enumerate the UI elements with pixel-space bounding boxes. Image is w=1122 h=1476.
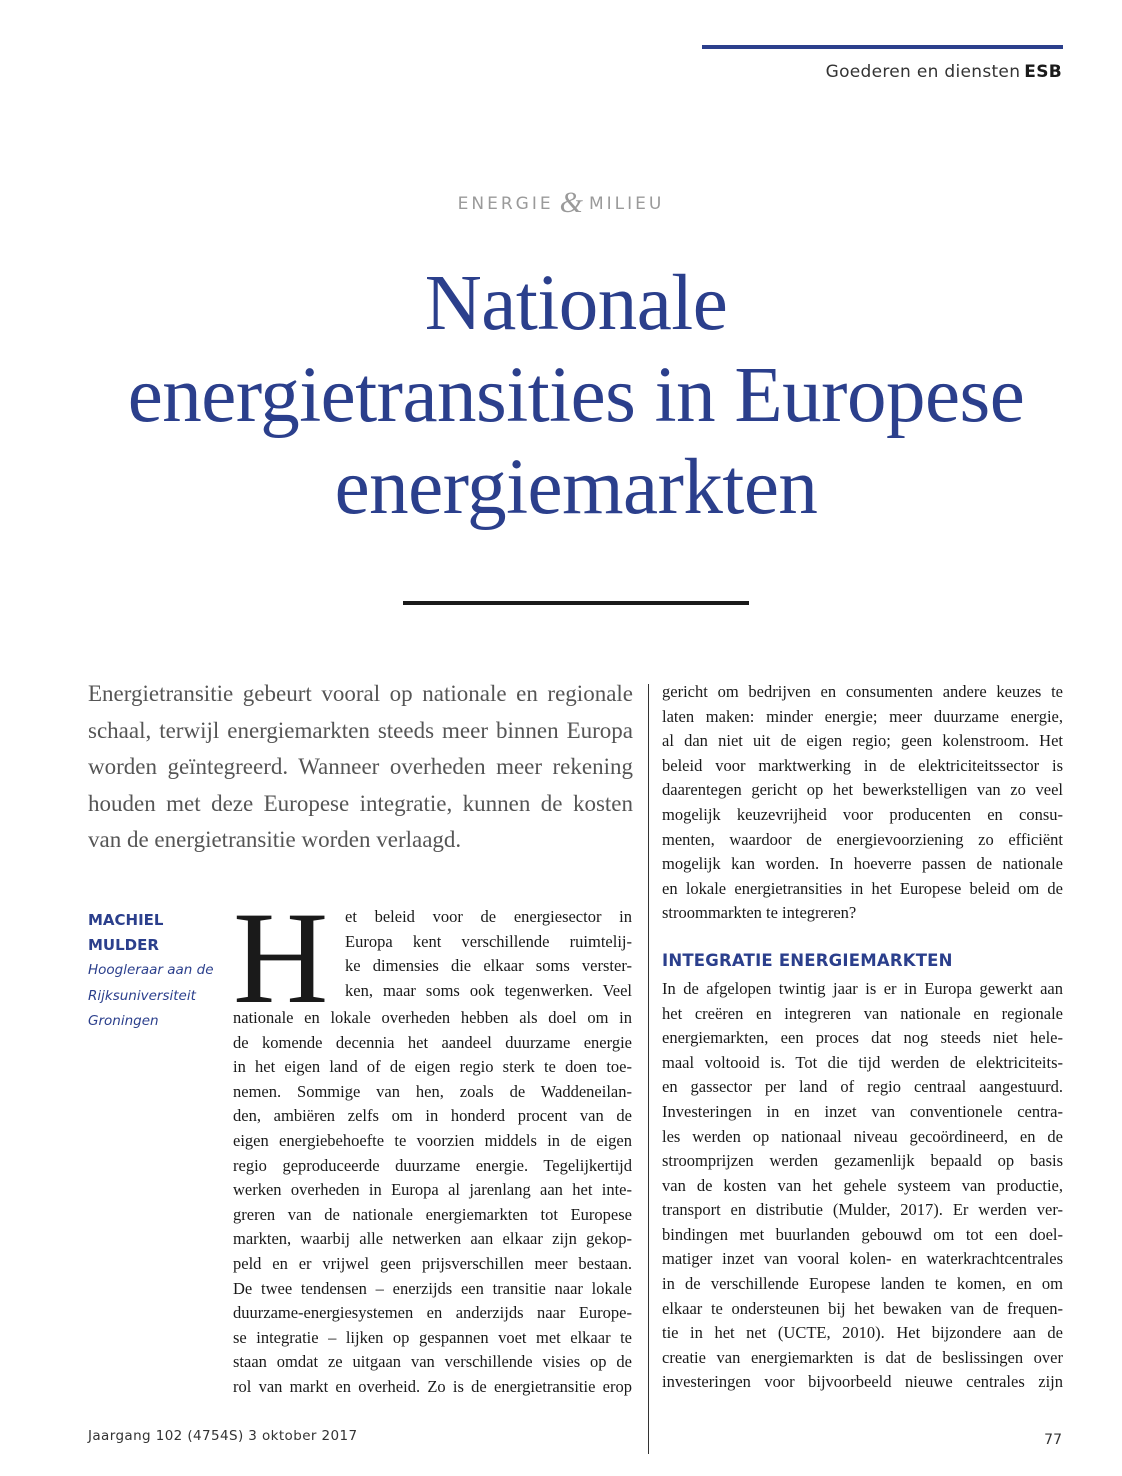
- body-column-2: [662, 680, 1063, 1395]
- text-line: Europa kent verschillende ruimtelij-: [345, 931, 632, 951]
- author-last-name: MULDER: [88, 936, 159, 954]
- text-line: peld en er vrijwel geen prijsverschillen meer bestaan.: [233, 1253, 632, 1273]
- section-ampersand: &: [559, 186, 583, 219]
- page-number: 77: [1044, 1432, 1062, 1448]
- text-line: creatie van energiemarkten is dat de beslissingen over: [662, 1347, 1063, 1367]
- text-line: bindingen met buurlanden gebouwd om tot een doel-: [662, 1224, 1063, 1244]
- text-line: et beleid voor de energiesector in: [345, 907, 632, 926]
- text-line: mogelijk keuzevrijheid voor producenten en consu-: [662, 804, 1063, 824]
- text-line: stroomprijzen werden gezamenlijk bepaald op basis: [662, 1151, 1063, 1171]
- text-line: maal voltooid is. Tot die tijd werden de elektriciteits-: [662, 1052, 1063, 1072]
- text-line: elkaar te ondersteunen bij het bewaken van de frequen-: [662, 1298, 1063, 1318]
- text-line: laten maken: minder energie; meer duurzame energie,: [662, 706, 1063, 726]
- text-line: greren van de nationale energiemarkten tot Europese: [233, 1204, 632, 1224]
- author-affiliation-1: Hoogleraar aan de: [88, 962, 214, 978]
- text-line: transport en distributie (Mulder, 2017). Er werden ver-: [662, 1200, 1063, 1220]
- text-line: den, ambiëren zelfs om in honderd procent van de: [233, 1106, 632, 1126]
- text-line: les werden op nationaal niveau gecoördineerd, en de: [662, 1126, 1063, 1146]
- text-line: het creëren en integreren van nationale en regionale: [662, 1003, 1063, 1023]
- text-line: energiemarkten, een proces dat nog steeds niet hele-: [662, 1028, 1063, 1048]
- author-affiliation-2: Rijksuniversiteit: [88, 987, 196, 1004]
- text-line: regio geproduceerde duurzame energie. Tegelijkertijd: [233, 1155, 632, 1175]
- text-line: en gassector per land of regio centraal aangestuurd.: [662, 1077, 1063, 1097]
- text-line: stroommarkten te integreren?: [662, 903, 857, 923]
- text-line: al dan niet uit de eigen regio; geen kolenstroom. Het: [662, 731, 1063, 751]
- text-line: duurzame-energiesystemen en anderzijds naar Europe-: [233, 1303, 632, 1323]
- title-divider: [403, 601, 749, 605]
- text-line: in het eigen land of de eigen regio sterk te doen toe-: [233, 1057, 632, 1077]
- text-line: staan omdat ze uitgaan van verschillende visies op de: [233, 1352, 632, 1372]
- body-column-1: [233, 884, 632, 1400]
- title-line-2: energietransities in Europese: [127, 352, 1025, 439]
- text-line: De twee tendensen – enerzijds een transitie naar lokale: [233, 1278, 632, 1298]
- article-title: [40, 258, 1112, 534]
- text-line: nationale en lokale overheden hebben als doel om in: [233, 1008, 632, 1027]
- footer-issue: Jaargang 102 (4754S) 3 oktober 2017: [88, 1428, 358, 1444]
- text-line: In de afgelopen twintig jaar is er in Europa gewerkt aan: [662, 978, 1063, 998]
- text-line: nemen. Sommige van hen, zoals de Waddeneilan-: [233, 1081, 632, 1101]
- lead-text: Energietransitie gebeurt vooral op nationale en regionale schaal, terwijl energiemarkten steeds meer binnen Europa worden geïntegreerd. Wanneer overheden meer rekening houden met deze Europese integratie, kunnen de kosten van de energietransitie worden verlaagd.: [88, 681, 633, 852]
- author-block: [88, 908, 218, 1035]
- text-line: markten, waarbij alle netwerken aan elkaar zijn gekop-: [233, 1229, 632, 1249]
- header-rule: [702, 45, 1063, 49]
- author-affiliation-3: Groningen: [88, 1013, 159, 1029]
- section-left: ENERGIE: [457, 194, 554, 214]
- text-line: de komende decennia het aandeel duurzame energie: [233, 1032, 632, 1052]
- section-subheading: INTEGRATIE ENERGIEMARKTEN: [662, 950, 953, 970]
- text-line: matiger inzet van vooral kolen- en waterkrachtcentrales: [662, 1249, 1063, 1269]
- author-first-name: MACHIEL: [88, 911, 164, 929]
- running-header: [826, 62, 1062, 82]
- text-line: beleid voor marktwerking in de elektriciteitssector is: [662, 755, 1063, 775]
- text-line: rol van markt en overheid. Zo is de energietransitie erop: [233, 1376, 632, 1396]
- text-line: investeringen voor bijvoorbeeld nieuwe centrales zijn: [662, 1372, 1063, 1392]
- text-line: Investeringen in en inzet van conventionele centra-: [662, 1101, 1063, 1121]
- text-line: se integratie – lijken op gespannen voet met elkaar te: [233, 1327, 632, 1347]
- title-line-1: Nationale: [424, 260, 728, 347]
- text-line: eigen energiebehoefte te voorzien middels in de eigen: [233, 1130, 632, 1150]
- body-column-2-bottom: [662, 977, 1063, 1395]
- text-line: mogelijk kan worden. In hoeverre passen de nationale: [662, 854, 1063, 874]
- body-column-1-text: [233, 1006, 632, 1400]
- dropcap-lines: [345, 905, 632, 1006]
- header-section: Goederen en diensten: [825, 62, 1021, 82]
- column-divider: [648, 684, 649, 1454]
- text-line: menten, waardoor de energievoorziening zo efficiënt: [662, 829, 1063, 849]
- text-line: ke dimensies die elkaar soms verster-: [345, 956, 632, 976]
- header-brand: ESB: [1024, 62, 1062, 82]
- text-line: in de verschillende Europese landen te komen, en om: [662, 1274, 1063, 1294]
- text-line: gericht om bedrijven en consumenten andere keuzes te: [662, 682, 1063, 701]
- text-line: werken overheden in Europa al jarenlang aan het inte-: [233, 1180, 632, 1200]
- body-column-2-top: [662, 680, 1063, 926]
- title-line-3: energiemarkten: [334, 444, 818, 531]
- section-right: MILIEU: [588, 194, 665, 214]
- drop-cap: H: [233, 884, 329, 1031]
- text-line: van de kosten van het gehele systeem van productie,: [662, 1175, 1063, 1195]
- text-line: en lokale energietransities in het Europese beleid om de: [662, 878, 1063, 898]
- lead-paragraph: [88, 676, 633, 859]
- text-line: ken, maar soms ook tegenwerken. Veel: [345, 980, 632, 1000]
- text-line: daarentegen gericht op het bewerkstelligen van zo veel: [662, 780, 1063, 800]
- text-line: tie in het net (UCTE, 2010). Het bijzondere aan de: [662, 1323, 1063, 1343]
- section-label: [0, 183, 1122, 217]
